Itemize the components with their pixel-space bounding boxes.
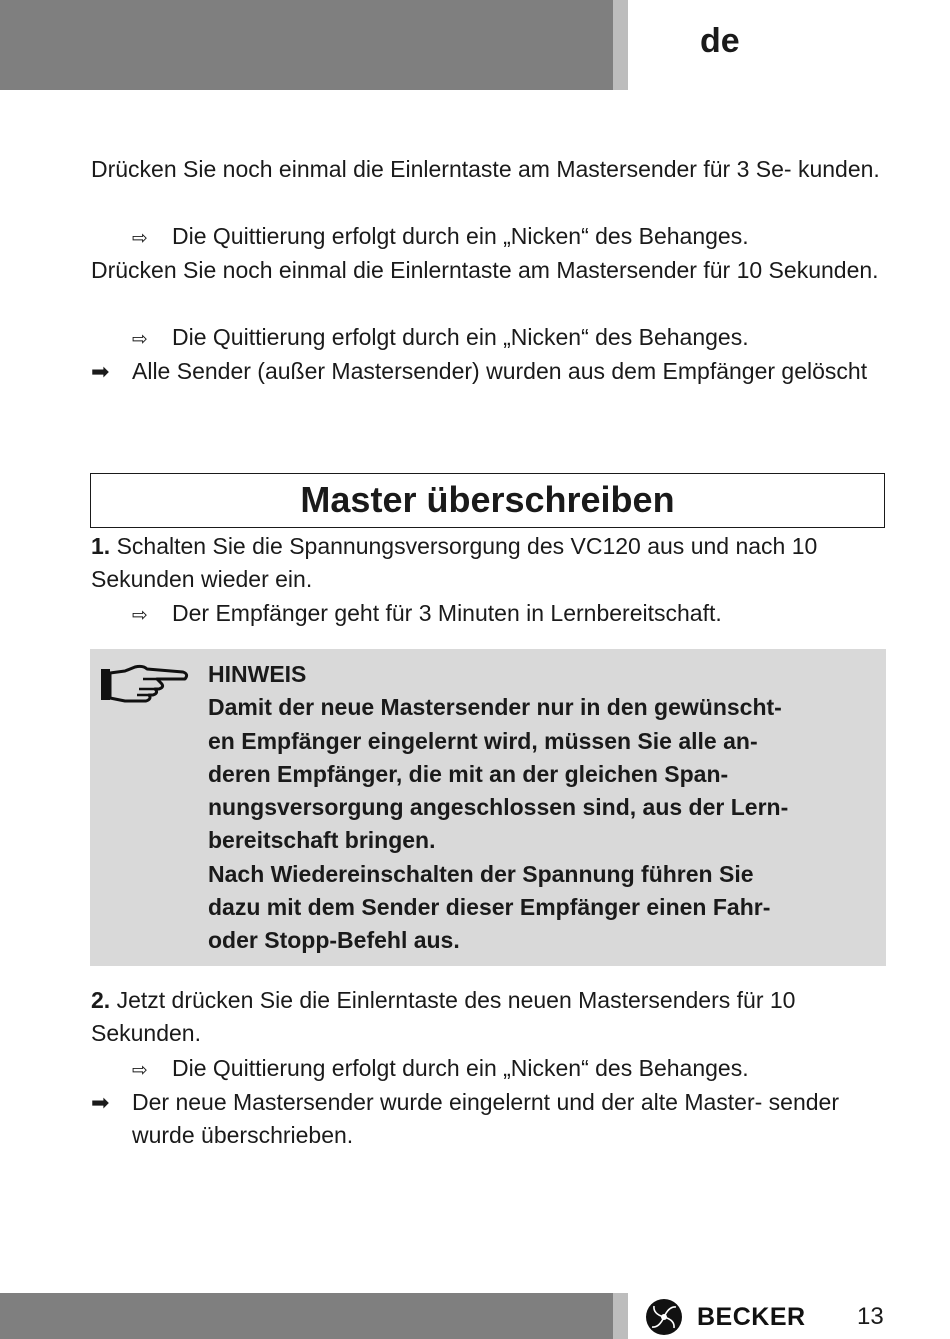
language-label: de (700, 22, 740, 60)
intro-step-1 (132, 220, 749, 255)
section-item-1 (91, 530, 891, 596)
intro-step-1-text: Die Quittierung erfolgt durch ein „Nicken“ des Behanges. (172, 223, 749, 249)
note-line: Damit der neue Mastersender nur in den gewünscht- (208, 694, 782, 721)
intro-result-text: Alle Sender (außer Mastersender) wurden aus dem Empfänger gelöscht (132, 358, 868, 384)
solid-arrow-icon: ➡ (91, 359, 110, 384)
brand-logo (645, 1298, 806, 1336)
section-item-2 (91, 984, 891, 1050)
section-item-2-step-text: Die Quittierung erfolgt durch ein „Nicken“ des Behanges. (172, 1055, 749, 1081)
footer-bar-accent (613, 1293, 628, 1339)
pointing-hand-icon (99, 663, 191, 712)
item-number: 1. (91, 533, 111, 559)
note-line: dazu mit dem Sender dieser Empfänger einen Fahr- (208, 894, 771, 921)
section-title: Master überschreiben (300, 479, 675, 520)
section-heading-box (90, 473, 885, 528)
hollow-arrow-icon: ⇨ (132, 605, 148, 626)
hollow-arrow-icon: ⇨ (132, 228, 148, 249)
header-bar (0, 0, 613, 90)
section-result-text: Der neue Mastersender wurde eingelernt und der alte Master- sender wurde überschrieben. (132, 1089, 839, 1148)
note-line: Nach Wiedereinschalten der Spannung führen Sie (208, 860, 754, 887)
hollow-arrow-icon: ⇨ (132, 329, 148, 350)
item-number: 2. (91, 987, 111, 1013)
intro-step-2-text: Die Quittierung erfolgt durch ein „Nicken“ des Behanges. (172, 324, 749, 350)
intro-paragraph-2: Drücken Sie noch einmal die Einlerntaste am Mastersender für 10 Sekunden. (91, 257, 879, 283)
section-result (91, 1086, 881, 1152)
intro-paragraph-1: Drücken Sie noch einmal die Einlerntaste am Mastersender für 3 Se- kunden. (91, 156, 880, 182)
note-line: nungsversorgung angeschlossen sind, aus der Lern- (208, 794, 789, 821)
note-text (208, 658, 878, 958)
intro-result (91, 355, 881, 388)
section-item-2-step (132, 1052, 749, 1087)
becker-logo-icon (645, 1298, 683, 1336)
note-line: bereitschaft bringen. (208, 827, 436, 854)
page-number: 13 (857, 1303, 884, 1330)
item-text: Jetzt drücken Sie die Einlerntaste des neuen Mastersenders für 10 Sekunden. (91, 987, 796, 1046)
solid-arrow-icon: ➡ (91, 1090, 110, 1115)
footer-bar (0, 1293, 613, 1339)
note-line: deren Empfänger, die mit an der gleichen Span- (208, 760, 729, 787)
item-text: Schalten Sie die Spannungsversorgung des VC120 aus und nach 10 Sekunden wieder ein. (91, 533, 818, 592)
header-bar-accent (613, 0, 628, 90)
section-item-1-step (132, 597, 722, 632)
brand-name: BECKER (697, 1302, 806, 1331)
note-line: oder Stopp-Befehl aus. (208, 927, 460, 954)
note-box (90, 649, 886, 966)
section-item-1-step-text: Der Empfänger geht für 3 Minuten in Lernbereitschaft. (172, 600, 722, 626)
intro-step-2 (132, 321, 749, 356)
hollow-arrow-icon: ⇨ (132, 1060, 148, 1081)
note-heading: HINWEIS (208, 661, 307, 687)
note-line: en Empfänger eingelernt wird, müssen Sie alle an- (208, 727, 758, 754)
